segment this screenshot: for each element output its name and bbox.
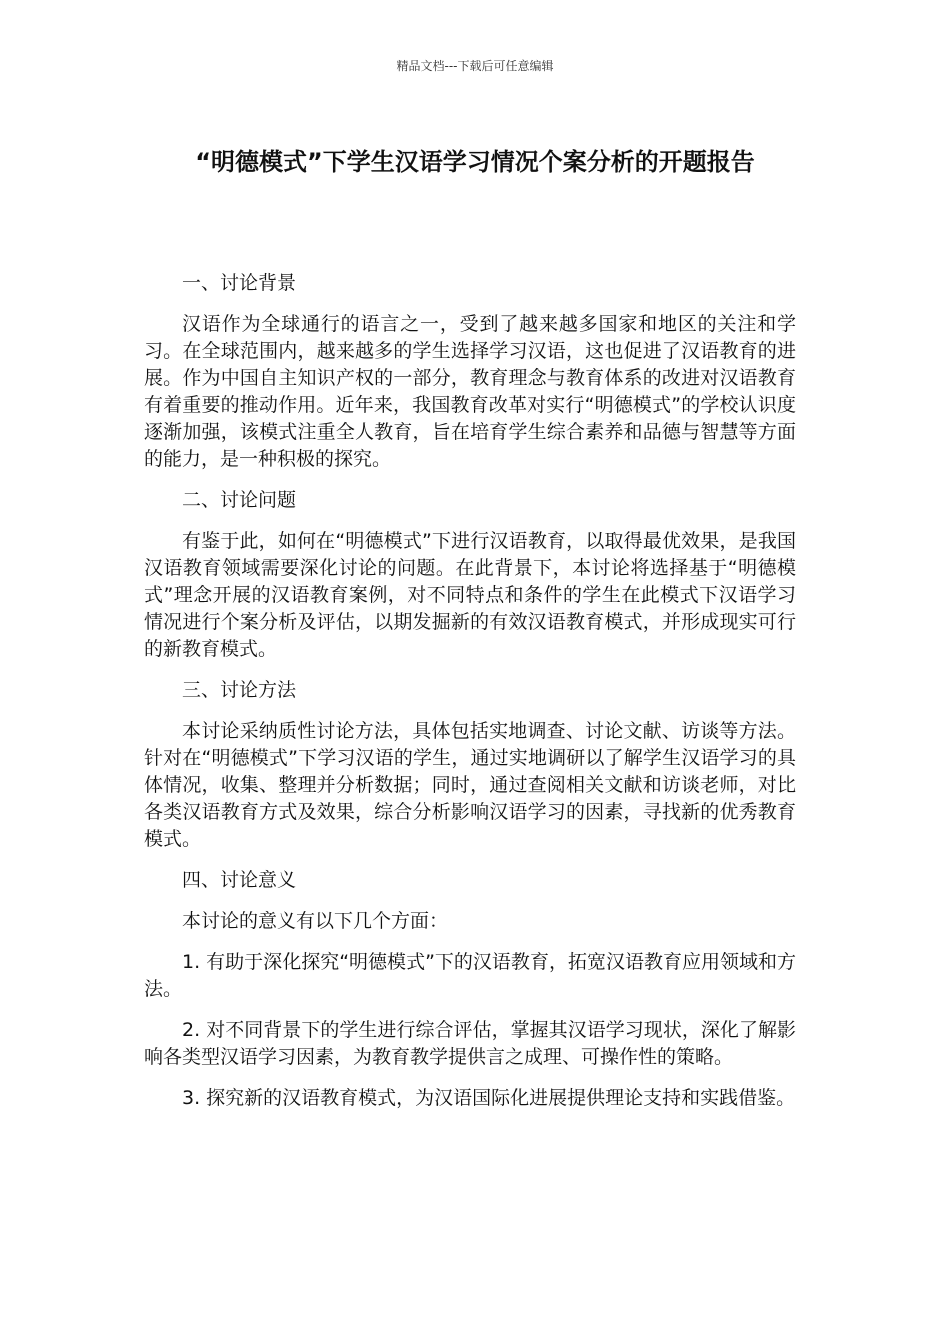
significance-item-1: 1. 有助于深化探究“明德模式”下的汉语教育，拓宽汉语教育应用领域和方法。 bbox=[144, 951, 796, 1000]
significance-item-3: 3. 探究新的汉语教育模式，为汉语国际化进展提供理论支持和实践借鉴。 bbox=[182, 1087, 796, 1109]
paragraph-problem: 有鉴于此，如何在“明德模式”下进行汉语教育，以取得最优效果，是我国汉语教育领域需要深化讨论的问题。在此背景下，本讨论将选择基于“明德模式”理念开展的汉语教育案例，对不同特点和条件的学生在此模式下汉语学习情况进行个案分析及评估，以期发掘新的有效汉语教育模式，并形成现实可行的新教育模式。 bbox=[144, 530, 796, 660]
document-body bbox=[144, 270, 796, 1126]
section-heading-method: 三、讨论方法 bbox=[182, 679, 297, 701]
paragraph-background: 汉语作为全球通行的语言之一，受到了越来越多国家和地区的关注和学习。在全球范围内，越来越多的学生选择学习汉语，这也促进了汉语教育的进展。作为中国自主知识产权的一部分，教育理念与教育体系的改进对汉语教育有着重要的推动作用。近年来，我国教育改革对实行“明德模式”的学校认识度逐渐加强，该模式注重全人教育，旨在培育学生综合素养和品德与智慧等方面的能力，是一种积极的探究。 bbox=[144, 313, 796, 470]
section-heading-significance: 四、讨论意义 bbox=[182, 869, 297, 891]
section-heading-background: 一、讨论背景 bbox=[182, 272, 297, 294]
section-heading-problem: 二、讨论问题 bbox=[182, 489, 297, 511]
significance-item-2: 2. 对不同背景下的学生进行综合评估，掌握其汉语学习现状，深化了解影响各类型汉语学习因素，为教育教学提供言之成理、可操作性的策略。 bbox=[144, 1019, 796, 1068]
document-title: “明德模式”下学生汉语学习情况个案分析的开题报告 bbox=[195, 148, 755, 176]
page-header-note: 精品文档---下载后可任意编辑 bbox=[396, 59, 554, 73]
paragraph-method: 本讨论采纳质性讨论方法，具体包括实地调查、讨论文献、访谈等方法。针对在“明德模式”下学习汉语的学生，通过实地调研以了解学生汉语学习的具体情况，收集、整理并分析数据；同时，通过查阅相关文献和访谈老师，对比各类汉语教育方式及效果，综合分析影响汉语学习的因素，寻找新的优秀教育模式。 bbox=[144, 720, 796, 850]
paragraph-significance-intro: 本讨论的意义有以下几个方面： bbox=[182, 910, 449, 932]
